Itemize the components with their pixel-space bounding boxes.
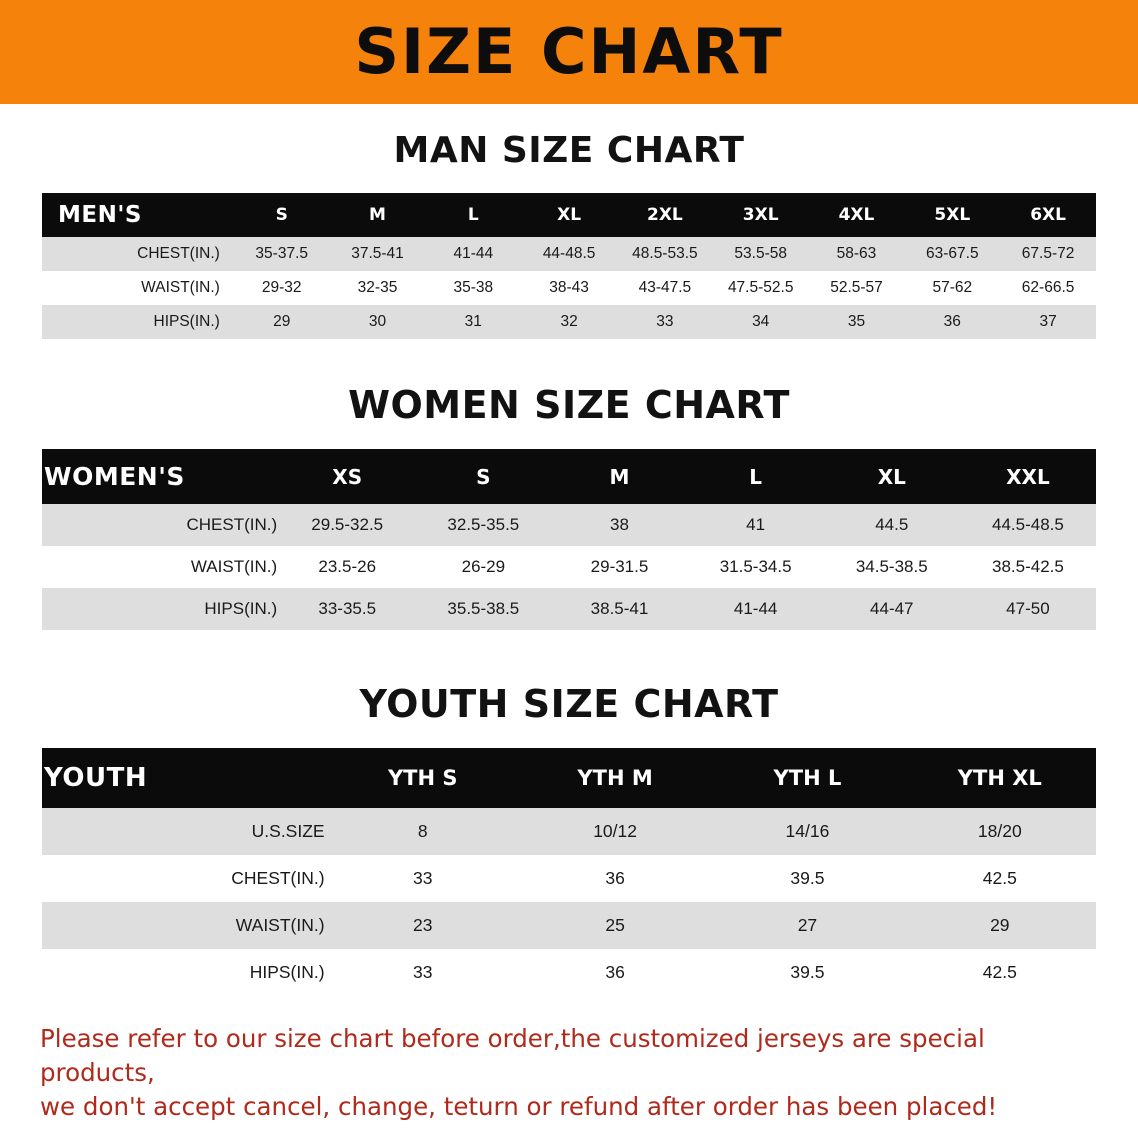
table-cell: 23 [327,902,519,949]
row-label: HIPS(IN.) [42,588,279,630]
youth-section-heading: YOUTH SIZE CHART [359,682,779,726]
row-label: CHEST(IN.) [42,855,327,902]
man-section-heading: MAN SIZE CHART [393,130,745,171]
table-row [42,546,1096,588]
note-line-2: we don't accept cancel, change, teturn or refund after order has been placed! [40,1091,998,1121]
table-cell: 41-44 [688,588,824,630]
column-header: XXL [960,449,1096,504]
column-header: YTH M [519,748,711,808]
table-cell: 42.5 [904,855,1096,902]
table-header-row [42,449,1096,504]
table-cell: 44-48.5 [521,237,617,271]
table-cell: 47-50 [960,588,1096,630]
table-cell: 31.5-34.5 [688,546,824,588]
column-header: YTH L [711,748,903,808]
women-table-wrapper [42,449,1096,630]
table-cell: 42.5 [904,949,1096,996]
table-cell: 36 [519,855,711,902]
table-cell: 63-67.5 [904,237,1000,271]
table-cell: 43-47.5 [617,271,713,305]
table-cell: 39.5 [711,855,903,902]
table-cell: 58-63 [809,237,905,271]
table-cell: 44.5-48.5 [960,504,1096,546]
table-cell: 57-62 [904,271,1000,305]
row-label: WAIST(IN.) [42,546,279,588]
column-header: MEN'S [42,193,234,237]
note-line-1: Please refer to our size chart before order,the customized jerseys are special products, [40,1024,985,1087]
column-header: 3XL [713,193,809,237]
table-cell: 29 [234,305,330,339]
table-cell: 34 [713,305,809,339]
column-header: S [234,193,330,237]
table-row [42,808,1096,855]
row-label: HIPS(IN.) [42,949,327,996]
table-cell: 32 [521,305,617,339]
women-size-table [42,449,1096,630]
column-header: XL [521,193,617,237]
table-cell: 35-38 [425,271,521,305]
table-cell: 37.5-41 [330,237,426,271]
table-cell: 30 [330,305,426,339]
column-header: L [688,449,824,504]
column-header: 4XL [809,193,905,237]
table-cell: 53.5-58 [713,237,809,271]
table-cell: 35-37.5 [234,237,330,271]
table-cell: 29.5-32.5 [279,504,415,546]
table-cell: 33 [327,855,519,902]
page-banner [0,0,1138,104]
table-cell: 26-29 [415,546,551,588]
table-cell: 36 [904,305,1000,339]
table-cell: 62-66.5 [1000,271,1096,305]
table-cell: 44-47 [824,588,960,630]
column-header: YTH XL [904,748,1096,808]
column-header: YTH S [327,748,519,808]
youth-size-table [42,748,1096,996]
table-cell: 32.5-35.5 [415,504,551,546]
table-header-row [42,193,1096,237]
table-cell: 23.5-26 [279,546,415,588]
man-table-wrapper [42,193,1096,339]
man-size-table [42,193,1096,339]
row-label: WAIST(IN.) [42,902,327,949]
column-header: S [415,449,551,504]
table-cell: 52.5-57 [809,271,905,305]
column-header: M [330,193,426,237]
column-header: XS [279,449,415,504]
table-cell: 35 [809,305,905,339]
table-row [42,949,1096,996]
table-cell: 8 [327,808,519,855]
table-cell: 38 [551,504,687,546]
table-cell: 14/16 [711,808,903,855]
table-row [42,902,1096,949]
table-cell: 38.5-42.5 [960,546,1096,588]
column-header: 5XL [904,193,1000,237]
table-row [42,271,1096,305]
table-row [42,237,1096,271]
table-cell: 32-35 [330,271,426,305]
women-section-heading: WOMEN SIZE CHART [348,383,790,427]
table-header-row [42,748,1096,808]
column-header: WOMEN'S [42,449,279,504]
table-cell: 18/20 [904,808,1096,855]
row-label: CHEST(IN.) [42,504,279,546]
table-cell: 41-44 [425,237,521,271]
table-row [42,305,1096,339]
row-label: WAIST(IN.) [42,271,234,305]
table-cell: 35.5-38.5 [415,588,551,630]
table-cell: 44.5 [824,504,960,546]
table-cell: 48.5-53.5 [617,237,713,271]
table-cell: 33 [327,949,519,996]
table-cell: 38-43 [521,271,617,305]
column-header: L [425,193,521,237]
table-cell: 29-31.5 [551,546,687,588]
table-row [42,504,1096,546]
youth-table-wrapper [42,748,1096,996]
column-header: 2XL [617,193,713,237]
row-label: HIPS(IN.) [42,305,234,339]
table-row [42,855,1096,902]
table-cell: 33 [617,305,713,339]
table-cell: 31 [425,305,521,339]
table-cell: 41 [688,504,824,546]
table-cell: 47.5-52.5 [713,271,809,305]
table-cell: 36 [519,949,711,996]
row-label: U.S.SIZE [42,808,327,855]
table-row [42,588,1096,630]
table-cell: 29 [904,902,1096,949]
table-cell: 33-35.5 [279,588,415,630]
table-cell: 29-32 [234,271,330,305]
page-title: SIZE CHART [354,15,784,88]
column-header: M [551,449,687,504]
column-header: XL [824,449,960,504]
table-cell: 37 [1000,305,1096,339]
table-cell: 67.5-72 [1000,237,1096,271]
table-cell: 10/12 [519,808,711,855]
column-header: YOUTH [42,748,327,808]
table-cell: 38.5-41 [551,588,687,630]
order-policy-note [40,1022,1098,1123]
table-cell: 34.5-38.5 [824,546,960,588]
column-header: 6XL [1000,193,1096,237]
table-cell: 25 [519,902,711,949]
row-label: CHEST(IN.) [42,237,234,271]
table-cell: 39.5 [711,949,903,996]
table-cell: 27 [711,902,903,949]
